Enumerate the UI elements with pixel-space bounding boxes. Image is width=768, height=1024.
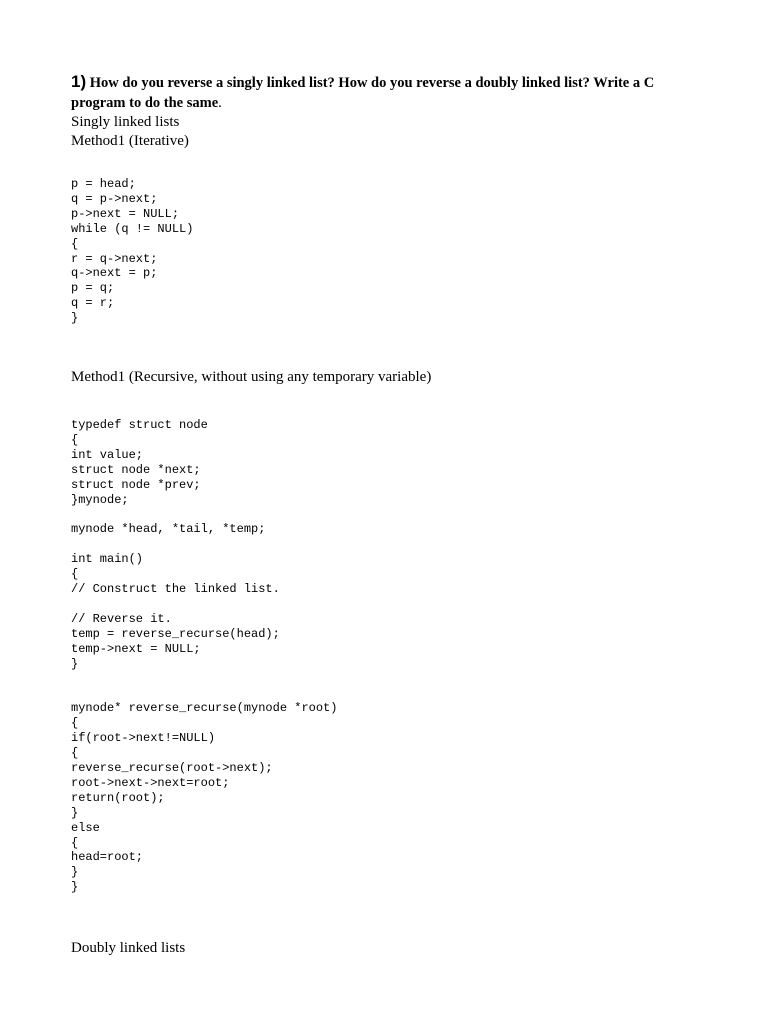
code-line: } <box>71 865 79 880</box>
code-line: } <box>71 880 79 895</box>
code-line: root->next->next=root; <box>71 775 230 790</box>
code-line: temp->next = NULL; <box>71 641 201 656</box>
code-line: while (q != NULL) <box>71 221 194 236</box>
code-line: { <box>71 835 79 850</box>
code-line: head=root; <box>71 850 144 865</box>
question-heading <box>71 72 711 113</box>
code-block-reverse-recurse <box>71 701 711 895</box>
code-line: mynode* reverse_recurse(mynode *root) <box>71 701 338 716</box>
code-block-iterative <box>71 177 711 326</box>
document-page <box>71 72 711 958</box>
code-line: struct node *next; <box>71 462 201 477</box>
method-iterative-heading: Method1 (Iterative) <box>71 133 189 149</box>
code-line: p = head; <box>71 177 136 191</box>
code-line: if(root->next!=NULL) <box>71 731 216 746</box>
blank-line <box>71 597 711 612</box>
code-line: // Reverse it. <box>71 611 172 626</box>
question-period: . <box>218 95 222 111</box>
code-line: return(root); <box>71 790 165 805</box>
blank-line <box>71 537 711 552</box>
code-line: { <box>71 567 79 582</box>
code-block-globals <box>71 522 711 537</box>
code-line: } <box>71 805 79 820</box>
doubly-linked-lists-heading: Doubly linked lists <box>71 940 186 957</box>
question-text: How do you reverse a singly linked list? How do you reverse a doubly linked list? Write a C program to do the same <box>71 75 655 111</box>
method-recursive-heading: Method1 (Recursive, without using any temporary variable) <box>71 369 432 386</box>
blank-line <box>71 508 711 523</box>
code-line: p = q; <box>71 281 115 296</box>
code-line: int main() <box>71 552 144 567</box>
code-line: } <box>71 656 79 671</box>
code-line: } <box>71 311 79 326</box>
code-block-main-start <box>71 552 711 597</box>
code-line: temp = reverse_recurse(head); <box>71 626 280 641</box>
singly-linked-lists-heading: Singly linked lists <box>71 114 180 130</box>
question-number: 1) <box>71 72 87 91</box>
code-line: mynode *head, *tail, *temp; <box>71 522 266 537</box>
code-line: q = p->next; <box>71 191 158 206</box>
code-line: else <box>71 820 100 835</box>
code-line: { <box>71 716 79 731</box>
code-line: { <box>71 746 79 761</box>
code-block-struct <box>71 418 711 507</box>
code-line: r = q->next; <box>71 251 158 266</box>
code-line: p->next = NULL; <box>71 206 180 221</box>
code-line: int value; <box>71 447 144 462</box>
code-line: { <box>71 432 79 447</box>
code-block-main-end <box>71 612 711 672</box>
code-line: struct node *prev; <box>71 477 201 492</box>
code-line: typedef struct node <box>71 418 208 433</box>
code-line: q = r; <box>71 296 115 311</box>
code-line: }mynode; <box>71 492 129 507</box>
code-line: { <box>71 236 79 251</box>
code-line: // Construct the linked list. <box>71 582 280 596</box>
code-line: q->next = p; <box>71 266 158 281</box>
code-line: reverse_recurse(root->next); <box>71 761 273 776</box>
